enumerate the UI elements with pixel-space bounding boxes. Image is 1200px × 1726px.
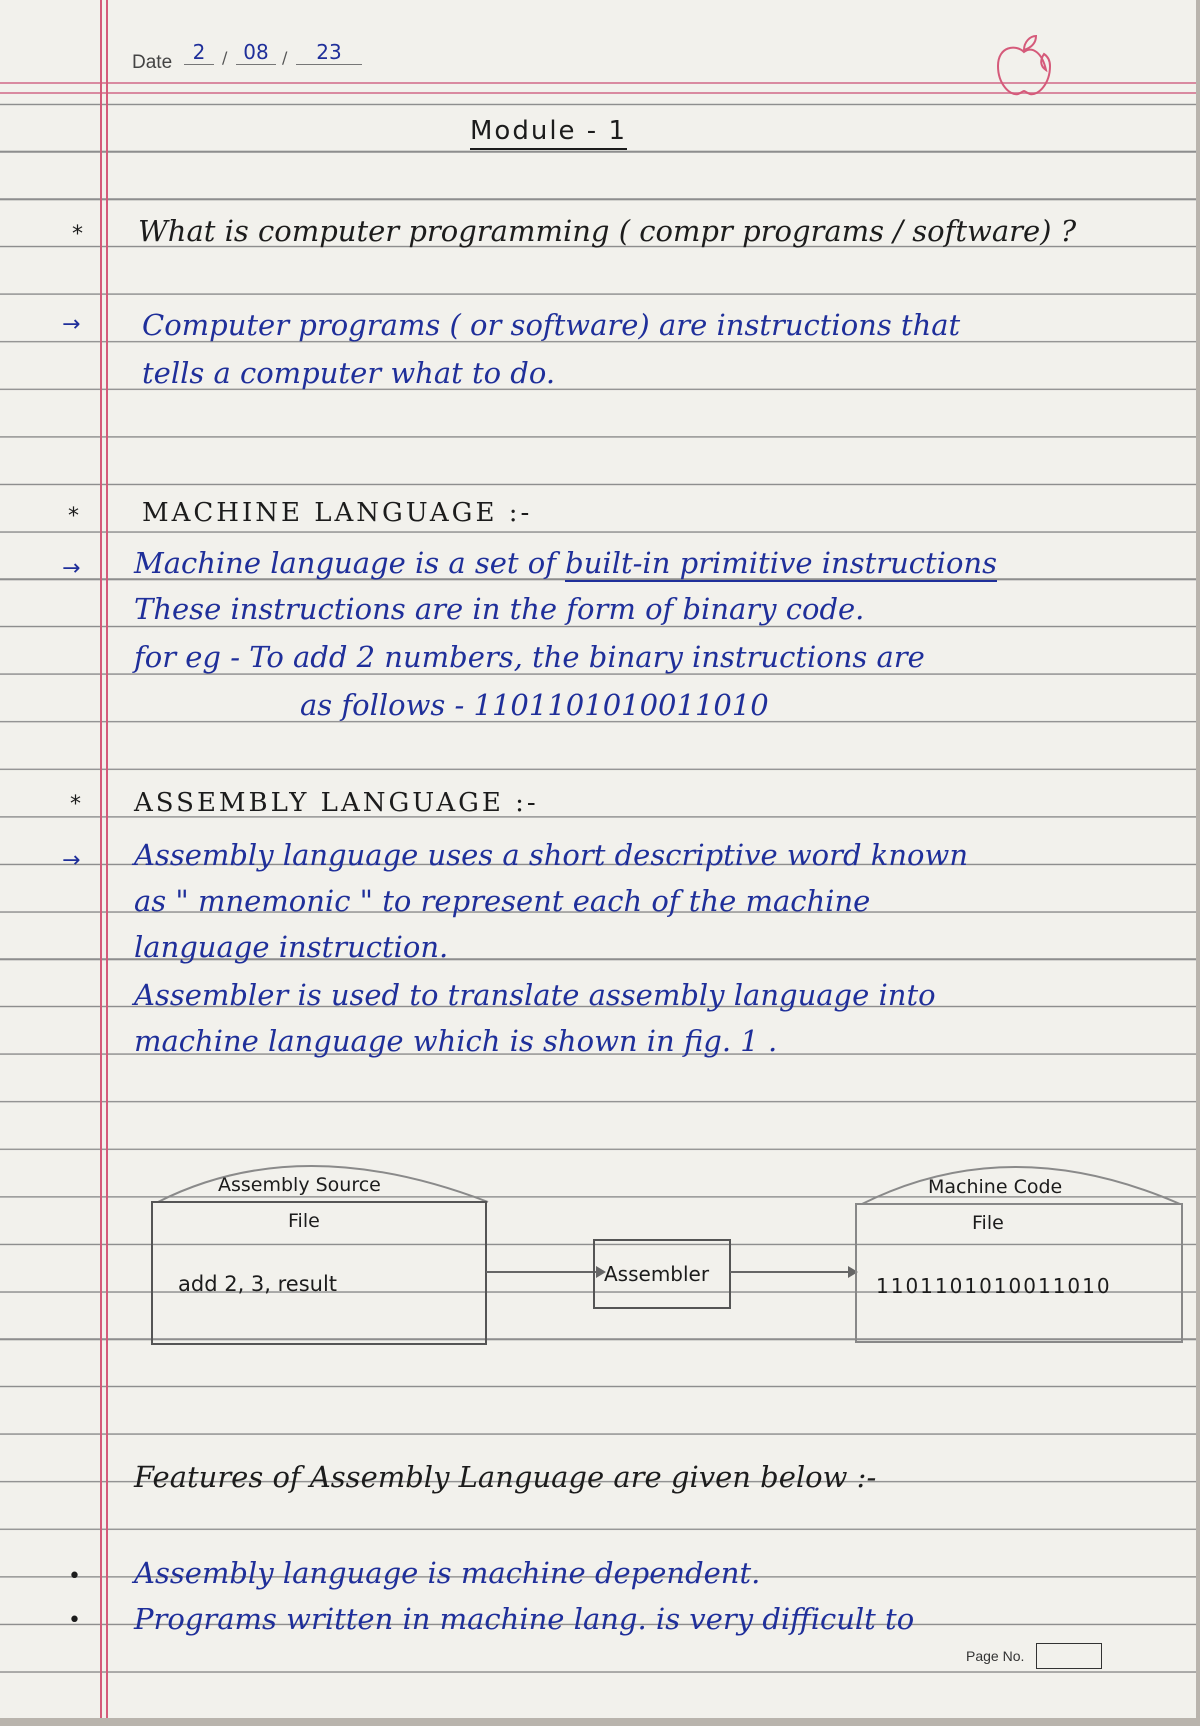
source-file-content: add 2, 3, result (178, 1272, 338, 1296)
section-heading-assembly: ASSEMBLY LANGUAGE :- (134, 788, 539, 818)
question-heading: What is computer programming ( compr programs / software) ? (138, 214, 1077, 248)
arrow-bullet: → (62, 556, 81, 581)
machine-line-3: for eg - To add 2 numbers, the binary instructions are (134, 640, 925, 674)
features-item: Programs written in machine lang. is very difficult to (134, 1602, 915, 1636)
source-file-title-2: File (288, 1210, 320, 1232)
page-no-label: Page No. (966, 1648, 1025, 1664)
target-file-title: Machine Code (928, 1176, 1063, 1198)
assembly-line-1: Assembly language uses a short descriptive word known (134, 838, 968, 872)
section-heading-machine: MACHINE LANGUAGE :- (142, 498, 533, 528)
page-no-box (1036, 1643, 1102, 1669)
bullet-star: * (70, 792, 81, 817)
target-file-title-2: File (972, 1212, 1004, 1234)
assembly-line-3: language instruction. (134, 930, 449, 964)
list-bullet: • (68, 1564, 81, 1589)
assembly-line-4: Assembler is used to translate assembly language into (134, 978, 936, 1012)
target-file-box (856, 1204, 1182, 1342)
date-year: 23 (296, 40, 362, 65)
list-bullet: • (68, 1608, 81, 1633)
assembly-line-2: as " mnemonic " to represent each of the machine (134, 884, 871, 918)
date-separator: / (282, 48, 288, 67)
answer-line: tells a computer what to do. (142, 356, 556, 390)
assembly-line-5: machine language which is shown in fig. 1 . (134, 1024, 778, 1058)
arrow-bullet: → (62, 312, 81, 337)
target-file-content: 1101101010011010 (876, 1274, 1112, 1298)
assembler-label: Assembler (604, 1262, 710, 1286)
features-item: Assembly language is machine dependent. (134, 1556, 761, 1590)
machine-line-1-text: Machine language is a set of (134, 546, 556, 580)
date-month: 08 (236, 40, 276, 65)
machine-line-2: These instructions are in the form of binary code. (134, 592, 865, 626)
source-file-title: Assembly Source (218, 1174, 381, 1196)
date-separator: / (222, 48, 228, 67)
arrow-bullet: → (62, 848, 81, 873)
machine-line-4: as follows - 1101101010011010 (300, 688, 769, 722)
answer-line: Computer programs ( or software) are instructions that (142, 308, 961, 342)
module-title: Module - 1 (470, 116, 627, 150)
machine-line-1-underlined: built-in primitive instructions (565, 546, 997, 580)
features-heading: Features of Assembly Language are given below :- (134, 1460, 877, 1494)
date-label: Date (132, 52, 173, 73)
date-day: 2 (184, 40, 214, 65)
bullet-star: * (68, 504, 79, 529)
bullet-star: * (72, 222, 83, 247)
